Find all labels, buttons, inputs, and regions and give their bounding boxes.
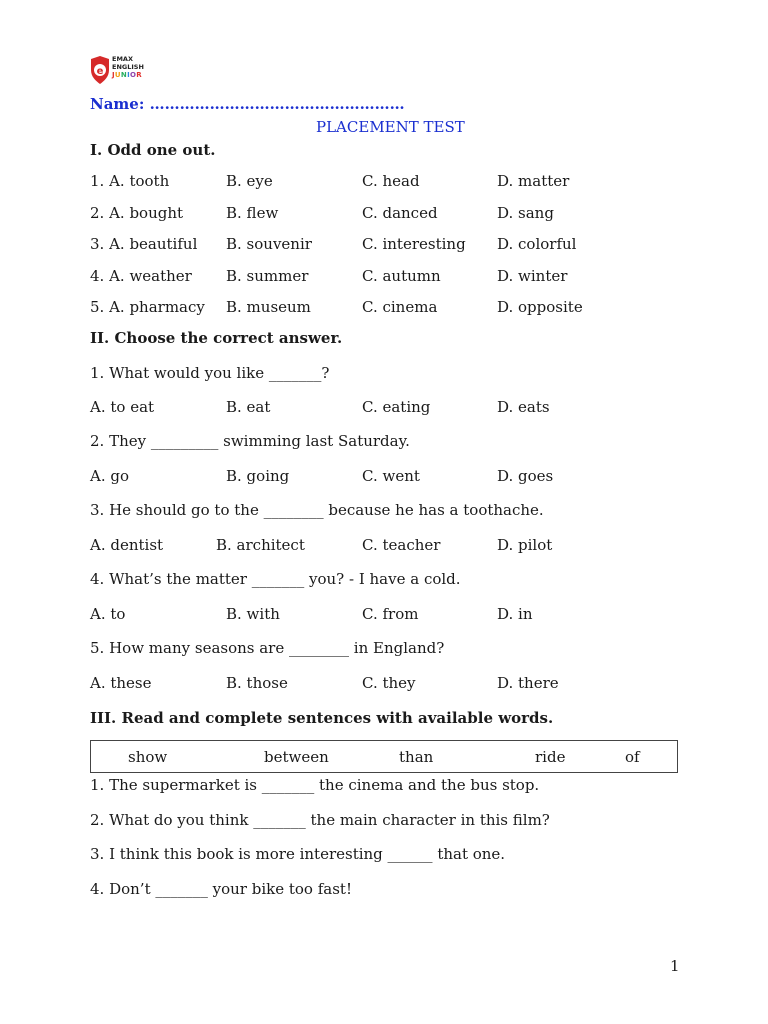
answer-option: B. going: [226, 467, 290, 485]
answer-option: A. dentist: [90, 536, 164, 554]
odd-one-out-item: D. matter: [497, 172, 570, 190]
question-text: 2. They _________ swimming last Saturday.: [90, 432, 410, 450]
odd-one-out-item: C. danced: [362, 204, 438, 222]
sentence-text: 4. Don’t _______ your bike too fast!: [90, 880, 352, 898]
answer-option: B. those: [226, 674, 288, 692]
answer-option: A. these: [90, 674, 152, 692]
odd-one-out-item: 2. A. bought: [90, 204, 184, 222]
answer-option: D. eats: [497, 398, 550, 416]
section-2-heading: II. Choose the correct answer.: [90, 329, 343, 347]
section-1-heading: I. Odd one out.: [90, 141, 216, 159]
odd-one-out-item: C. cinema: [362, 298, 438, 316]
answer-option: B. eat: [226, 398, 271, 416]
odd-one-out-item: C. head: [362, 172, 420, 190]
answer-option: D. goes: [497, 467, 554, 485]
question-text: 1. What would you like _______?: [90, 364, 330, 382]
odd-one-out-item: B. summer: [226, 267, 309, 285]
svg-text:e: e: [96, 66, 104, 77]
answer-option: C. went: [362, 467, 420, 485]
odd-one-out-item: B. souvenir: [226, 235, 312, 253]
odd-one-out-item: 4. A. weather: [90, 267, 192, 285]
answer-option: D. pilot: [497, 536, 553, 554]
answer-option: C. eating: [362, 398, 431, 416]
word-bank-item: of: [625, 748, 640, 766]
answer-option: C. from: [362, 605, 419, 623]
sentence-text: 3. I think this book is more interesting ______ that one.: [90, 845, 506, 863]
word-bank-box: [90, 740, 678, 773]
answer-option: A. to eat: [90, 398, 155, 416]
question-text: 3. He should go to the ________ because he has a toothache.: [90, 501, 544, 519]
answer-option: D. there: [497, 674, 559, 692]
answer-option: B. architect: [216, 536, 305, 554]
answer-option: C. they: [362, 674, 416, 692]
word-bank-item: show: [128, 748, 168, 766]
logo-line-1: EMAX: [112, 55, 133, 63]
odd-one-out-item: D. colorful: [497, 235, 577, 253]
sentence-text: 1. The supermarket is _______ the cinema and the bus stop.: [90, 776, 540, 794]
answer-option: A. go: [90, 467, 130, 485]
word-bank-item: between: [264, 748, 329, 766]
answer-option: C. teacher: [362, 536, 441, 554]
odd-one-out-item: C. autumn: [362, 267, 441, 285]
odd-one-out-item: B. eye: [226, 172, 273, 190]
odd-one-out-item: C. interesting: [362, 235, 466, 253]
page-number: 1: [670, 957, 680, 975]
odd-one-out-item: D. winter: [497, 267, 568, 285]
logo-shield-icon: [90, 55, 110, 85]
question-text: 4. What’s the matter _______ you? - I have a cold.: [90, 570, 461, 588]
answer-option: B. with: [226, 605, 280, 623]
question-text: 5. How many seasons are ________ in England?: [90, 639, 445, 657]
sentence-text: 2. What do you think _______ the main character in this film?: [90, 811, 550, 829]
odd-one-out-item: B. flew: [226, 204, 279, 222]
section-3-heading: III. Read and complete sentences with available words.: [90, 709, 554, 727]
odd-one-out-item: 5. A. pharmacy: [90, 298, 205, 316]
logo-line-3: JUNIOR: [112, 71, 142, 79]
word-bank-item: ride: [535, 748, 566, 766]
answer-option: A. to: [90, 605, 126, 623]
odd-one-out-item: 3. A. beautiful: [90, 235, 198, 253]
word-bank-item: than: [399, 748, 434, 766]
odd-one-out-item: 1. A. tooth: [90, 172, 170, 190]
logo: [90, 55, 160, 87]
page-title: PLACEMENT TEST: [316, 118, 465, 136]
odd-one-out-item: D. opposite: [497, 298, 583, 316]
odd-one-out-item: D. sang: [497, 204, 554, 222]
name-field-label: Name: ……………………………………………: [90, 95, 405, 113]
answer-option: D. in: [497, 605, 533, 623]
logo-text: [112, 55, 144, 79]
logo-line-2: ENGLISH: [112, 63, 144, 71]
odd-one-out-item: B. museum: [226, 298, 311, 316]
